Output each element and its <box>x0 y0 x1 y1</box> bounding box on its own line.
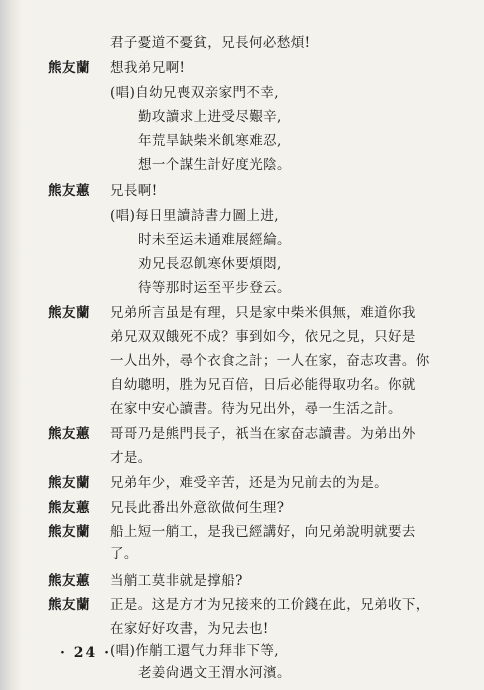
line-text: 君子憂道不憂貧，兄長何必愁煩! <box>110 35 311 51</box>
script-line <box>0 205 484 227</box>
script-line <box>0 497 484 519</box>
line-text: 兄長此番出外意欲做何生理? <box>110 500 285 516</box>
speaker-name: 熊友蕙 <box>48 183 90 199</box>
speaker-name: 熊友蘭 <box>48 475 90 491</box>
line-text: 年荒旱缺柴米飢寒难忍, <box>138 133 282 149</box>
page-number: · 24 · <box>60 645 111 661</box>
line-text: (唱)每日里讀詩書力圖上进, <box>110 208 279 224</box>
line-text: 自幼聰明，胜为兄百倍，日后必能得取功名。你就 <box>110 377 416 393</box>
script-line <box>0 154 484 176</box>
line-text: 兄弟所言虽是有理，只是家中柴米俱無，难道你我 <box>110 305 416 321</box>
script-line <box>0 277 484 299</box>
speaker-name: 熊友蘭 <box>48 60 90 76</box>
speaker-name: 熊友蕙 <box>48 500 90 516</box>
script-line <box>0 447 484 469</box>
script-line <box>0 253 484 275</box>
speaker-name: 熊友蕙 <box>48 426 90 442</box>
speaker-name: 熊友蘭 <box>48 597 90 613</box>
line-text: 正是。这是方才为兄接来的工价錢在此，兄弟收下， <box>110 597 430 613</box>
line-text: (唱)作艄工還气力拜非下等, <box>110 643 279 659</box>
script-line <box>0 326 484 348</box>
script-line <box>0 472 484 494</box>
script-line <box>0 350 484 372</box>
line-text: 才是。 <box>110 450 152 466</box>
line-text: 了。 <box>110 546 138 562</box>
line-text: 在家好好攻書，为兄去也! <box>110 621 269 637</box>
line-text: 想我弟兄啊! <box>110 60 186 76</box>
script-line <box>0 570 484 592</box>
script-line <box>0 57 484 79</box>
script-line <box>0 106 484 128</box>
line-text: 老姜尙遇文王渭水河濱。 <box>138 665 291 681</box>
script-line <box>0 180 484 202</box>
speaker-name: 熊友蘭 <box>48 305 90 321</box>
script-line <box>0 618 484 640</box>
line-text: 勤攻讀求上进受尽艱辛, <box>138 109 282 125</box>
script-line <box>0 229 484 251</box>
script-line <box>0 374 484 396</box>
script-line <box>0 423 484 445</box>
line-text: 兄弟年少，难受辛苦，还是为兄前去的为是。 <box>110 475 388 491</box>
line-text: 弟兄双双餓死不成？事到如今，依兄之見，只好是 <box>110 329 416 345</box>
line-text: (唱)自幼兄喪双亲家門不幸, <box>110 85 279 101</box>
script-line <box>0 594 484 616</box>
script-line <box>0 662 484 684</box>
line-text: 想一个謀生計好度光陰。 <box>138 157 291 173</box>
line-text: 时未至运未通难展經綸。 <box>138 232 291 248</box>
speaker-name: 熊友蘭 <box>48 524 90 540</box>
line-text: 船上短一艄工，是我已經講好，向兄弟說明就要去 <box>110 524 416 540</box>
line-text: 哥哥乃是熊門長子，祇当在家奋志讀書。为弟出外 <box>110 426 416 442</box>
script-line <box>0 82 484 104</box>
script-line <box>0 32 484 54</box>
script-line <box>0 543 484 565</box>
script-line <box>0 130 484 152</box>
script-line <box>0 302 484 324</box>
script-line <box>0 398 484 420</box>
line-text: 在家中安心讀書。待为兄出外，尋一生活之計。 <box>110 401 402 417</box>
line-text: 当艄工莫非就是撑船? <box>110 573 243 589</box>
script-line <box>0 521 484 543</box>
line-text: 待等那时运至平步登云。 <box>138 280 291 296</box>
line-text: 一人出外，尋个衣食之計；一人在家，奋志攻書。你 <box>110 353 430 369</box>
line-text: 劝兄長忍飢寒休要煩悶, <box>138 256 282 272</box>
speaker-name: 熊友蕙 <box>48 573 90 589</box>
line-text: 兄長啊! <box>110 183 158 199</box>
